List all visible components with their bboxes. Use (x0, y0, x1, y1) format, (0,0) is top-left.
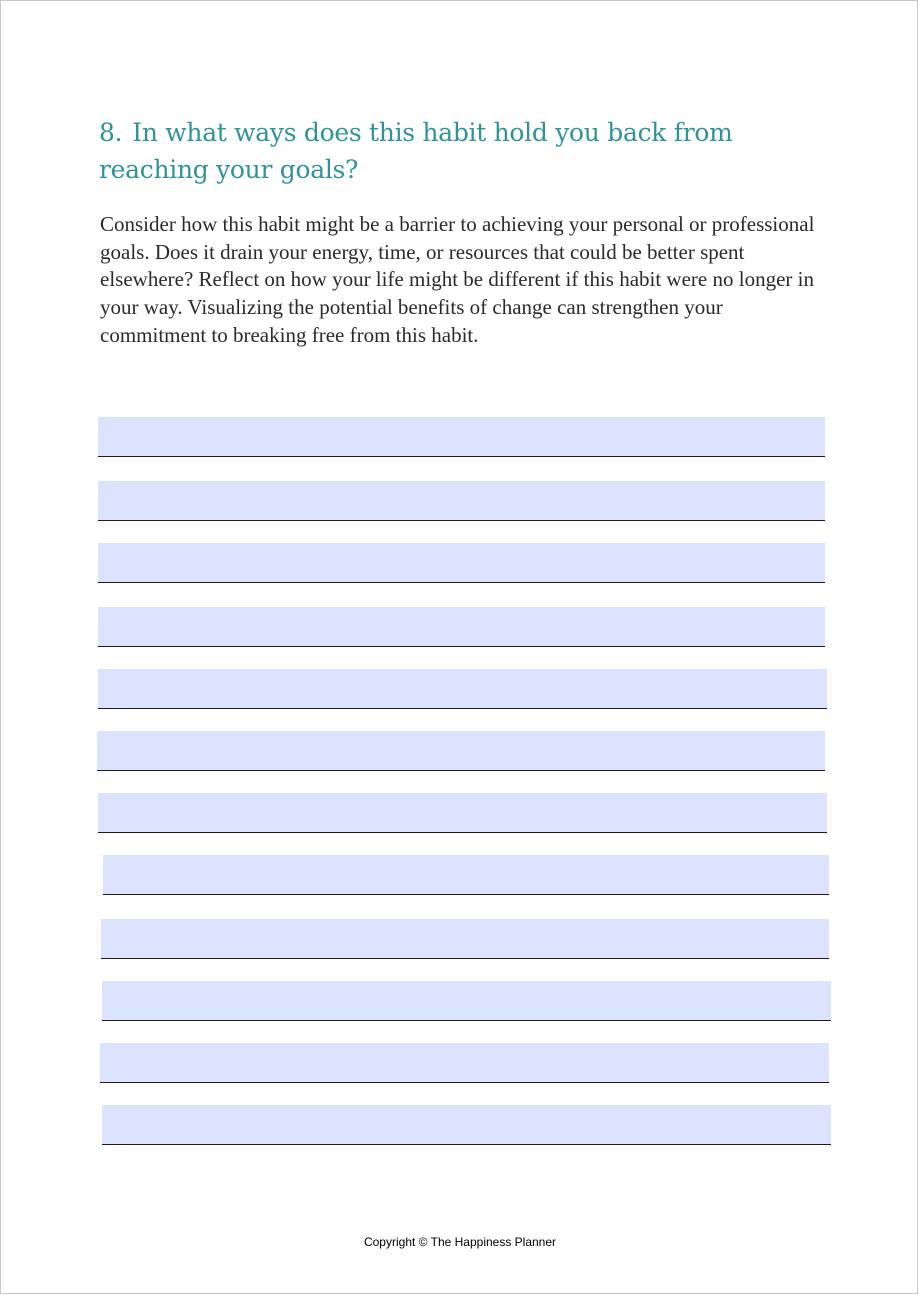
answer-field[interactable] (98, 607, 825, 647)
answer-field[interactable] (100, 1043, 829, 1083)
question-number: 8. (99, 118, 123, 147)
copyright-footer: Copyright © The Happiness Planner (363, 1235, 557, 1249)
question-description: Consider how this habit might be a barrier to achieving your personal or professional goals. Does it drain your energy, time, or resources that could be better spent elsewhere? Reflect on how your life might be different if this habit were no longer in your way. Visualizing the potential benefits of change can strengthen your commitment to breaking free from this habit. (100, 212, 815, 347)
answer-field[interactable] (98, 669, 827, 709)
question-text: In what ways does this habit hold you back from reaching your goals? (99, 118, 733, 184)
answer-field[interactable] (102, 1105, 831, 1145)
answer-field[interactable] (98, 481, 825, 521)
answer-field[interactable] (101, 919, 829, 959)
answer-lines (1, 1, 918, 1295)
answer-field[interactable] (98, 543, 825, 583)
answer-field[interactable] (103, 855, 829, 895)
answer-field[interactable] (98, 417, 825, 457)
answer-field[interactable] (98, 793, 827, 833)
answer-field[interactable] (102, 981, 831, 1021)
answer-field[interactable] (97, 731, 825, 771)
